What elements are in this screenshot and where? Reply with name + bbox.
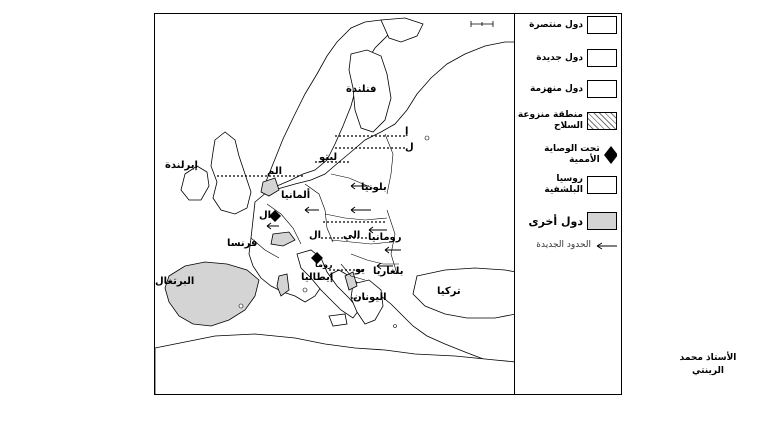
legend-swatch-russia xyxy=(587,176,617,194)
legend-item-victors xyxy=(529,16,617,34)
legend-label: دول منهزمة xyxy=(530,83,583,94)
label-greece: اليونان xyxy=(353,292,387,303)
map-drawing xyxy=(155,14,515,395)
line-label-8: يو xyxy=(355,264,366,275)
legend-label: دول جديدة xyxy=(536,52,583,63)
legend-panel xyxy=(514,13,622,395)
line-label-5: ال xyxy=(259,210,272,221)
legend-label: الحدود الجديدة xyxy=(536,240,591,250)
label-portugal: البرتغال xyxy=(155,276,195,287)
legend-label: روسيا البلشفية xyxy=(544,174,583,195)
line-label-7: الي xyxy=(343,230,361,241)
legend-item-new-states xyxy=(536,49,617,67)
legend-label: دول أخرى xyxy=(528,214,583,228)
line-label-1: إ xyxy=(405,126,409,137)
arrow-left-icon xyxy=(595,241,617,251)
legend-label: منطقة منزوعة السلاح xyxy=(517,110,583,131)
scale-bar-icon xyxy=(471,21,493,27)
line-label-4: الم xyxy=(267,166,283,177)
diamond-icon xyxy=(604,146,617,164)
label-poland: بلونيا xyxy=(361,182,387,193)
legend-item-new-borders xyxy=(536,240,617,251)
label-rome: روما xyxy=(315,260,333,269)
legend-item-others xyxy=(529,212,617,230)
author-line-2: الرينتي xyxy=(692,366,724,376)
line-label-3: ليتو xyxy=(319,152,338,163)
legend-item-defeated xyxy=(530,80,617,98)
legend-swatch-grey xyxy=(587,212,617,230)
kola-shape xyxy=(381,18,423,42)
author-credit xyxy=(668,352,748,378)
label-france: فرنسا xyxy=(227,238,258,249)
label-romania: رومانيا xyxy=(368,232,402,243)
europe-map xyxy=(154,13,515,395)
legend-swatch-defeated xyxy=(587,80,617,98)
line-label-2: ل xyxy=(405,142,414,153)
label-germany: ألمانيا xyxy=(281,190,311,201)
sicily-shape xyxy=(329,314,347,326)
legend-swatch-hatch xyxy=(587,112,617,130)
label-turkey: تركيا xyxy=(437,286,461,297)
label-italy: إيطاليا xyxy=(301,272,334,283)
ireland-shape xyxy=(181,166,209,200)
legend-swatch-new-states xyxy=(587,49,617,67)
author-line-1: الأستاذ محمد xyxy=(679,353,737,363)
legend-label: تحت الوصاية الأممية xyxy=(544,144,600,165)
legend-item-trusteeship xyxy=(515,144,617,166)
legend-item-demilitarized xyxy=(515,110,617,132)
britain-shape xyxy=(211,132,251,214)
legend-swatch-victors xyxy=(587,16,617,34)
label-finland: فنلندة xyxy=(346,84,377,95)
label-bulgaria: بلغاريا xyxy=(373,266,404,277)
line-label-6: ال xyxy=(309,230,322,241)
legend-item-russia xyxy=(515,174,617,196)
iberia-shape xyxy=(165,262,259,326)
legend-label: دول منتصرة xyxy=(529,19,583,30)
label-ireland: إيرلندة xyxy=(165,160,198,171)
